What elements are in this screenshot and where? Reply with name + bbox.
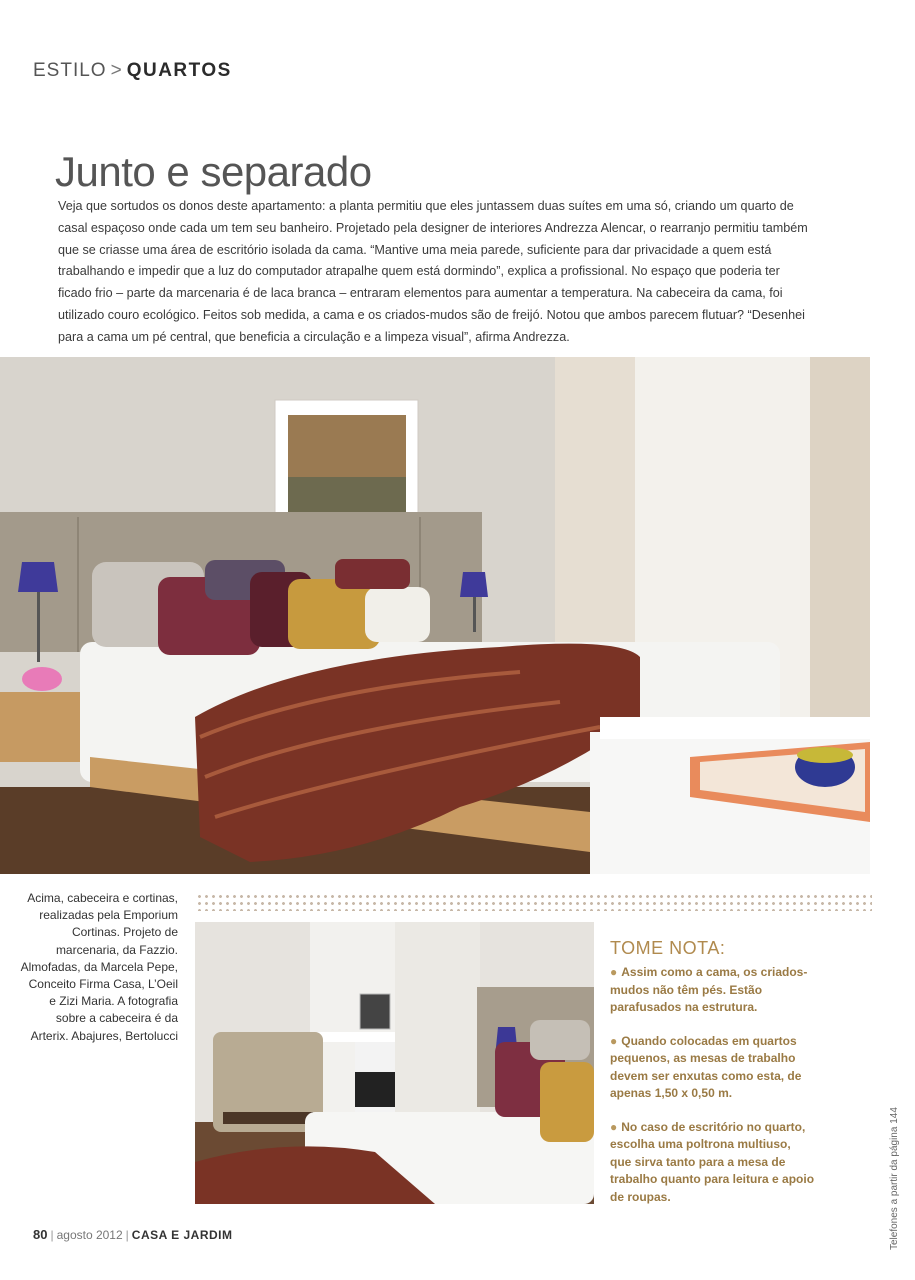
tip-item (610, 1033, 815, 1103)
magazine-name: CASA E JARDIM (131, 1228, 233, 1242)
photo-caption: Acima, cabeceira e cortinas, realizadas pela Emporium Cortinas. Projeto de marcenaria, da Fazzio. Almofadas, da Marcela Pepe, Conceito Firma Casa, L’Oeil e Zizi Maria. A fotografia sobre a cabeceira é da Arterix. Abajures, Bertolucci (20, 891, 178, 1043)
bedroom-photo (0, 357, 870, 874)
bullet-icon: ● (610, 1119, 618, 1134)
section-name: ESTILO (33, 60, 107, 81)
tip-text: Quando colocadas em quartos pequenos, as mesas de trabalho devem ser enxutas como esta, de apenas 1,50 x 0,50 m. (610, 1033, 802, 1100)
tip-item (610, 964, 815, 1017)
tome-nota-list (610, 964, 815, 1222)
bullet-icon: ● (610, 1033, 618, 1048)
tip-text: No caso de escritório no quarto, escolha uma poltrona multiuso, que sirva tanto para a mesa de trabalho quanto para leitura e apoio de roupas. (610, 1119, 815, 1204)
tome-nota-heading: TOME NOTA: (610, 938, 726, 958)
tip-text: Assim como a cama, os criados-mudos não têm pés. Estão parafusados na estrutura. (610, 965, 808, 1014)
tip-item (610, 1119, 815, 1207)
footer-separator: | (125, 1228, 129, 1242)
page-footer (33, 1227, 233, 1242)
subsection-name: QUARTOS (126, 60, 232, 81)
article-body: Veja que sortudos os donos deste apartamento: a planta permitiu que eles juntassem duas suítes em uma só, criando um quarto de casal espaçoso onde cada um tem seu banheiro. Projetado pela designer de interiores Andrezza Alencar, o rearranjo permitiu também que se criasse uma área de escritório isolada da cama. “Mantive uma meia parede, suficiente para dar privacidade a quem está trabalhando e impedir que a luz do computador atrapalhe quem está dormindo”, explica a profissional. No espaço que poderia ter ficado frio – parte da marcenaria é de laca branca – entraram elementos para aumentar a temperatura. Na cabeceira da cama, foi utilizado couro ecológico. Feitos sob medida, a cama e os criados-mudos são de freijó. Notou que ambos parecem flutuar? “Desenhei para a cama um pé central, que beneficia a circulação e a limpeza visual”, afirma Andrezza. (58, 199, 808, 344)
phone-reference-note: Telefones a partir da página 144 (889, 1107, 900, 1250)
page-number: 80 (33, 1227, 48, 1242)
article-title: Junto e separado (55, 148, 372, 195)
office-photo (195, 922, 594, 1204)
bullet-icon: ● (610, 965, 618, 979)
issue-date: agosto 2012 (56, 1228, 123, 1242)
footer-separator: | (50, 1228, 54, 1242)
breadcrumb-separator: > (110, 60, 123, 81)
dotted-divider (196, 893, 872, 911)
section-breadcrumb (33, 60, 232, 82)
